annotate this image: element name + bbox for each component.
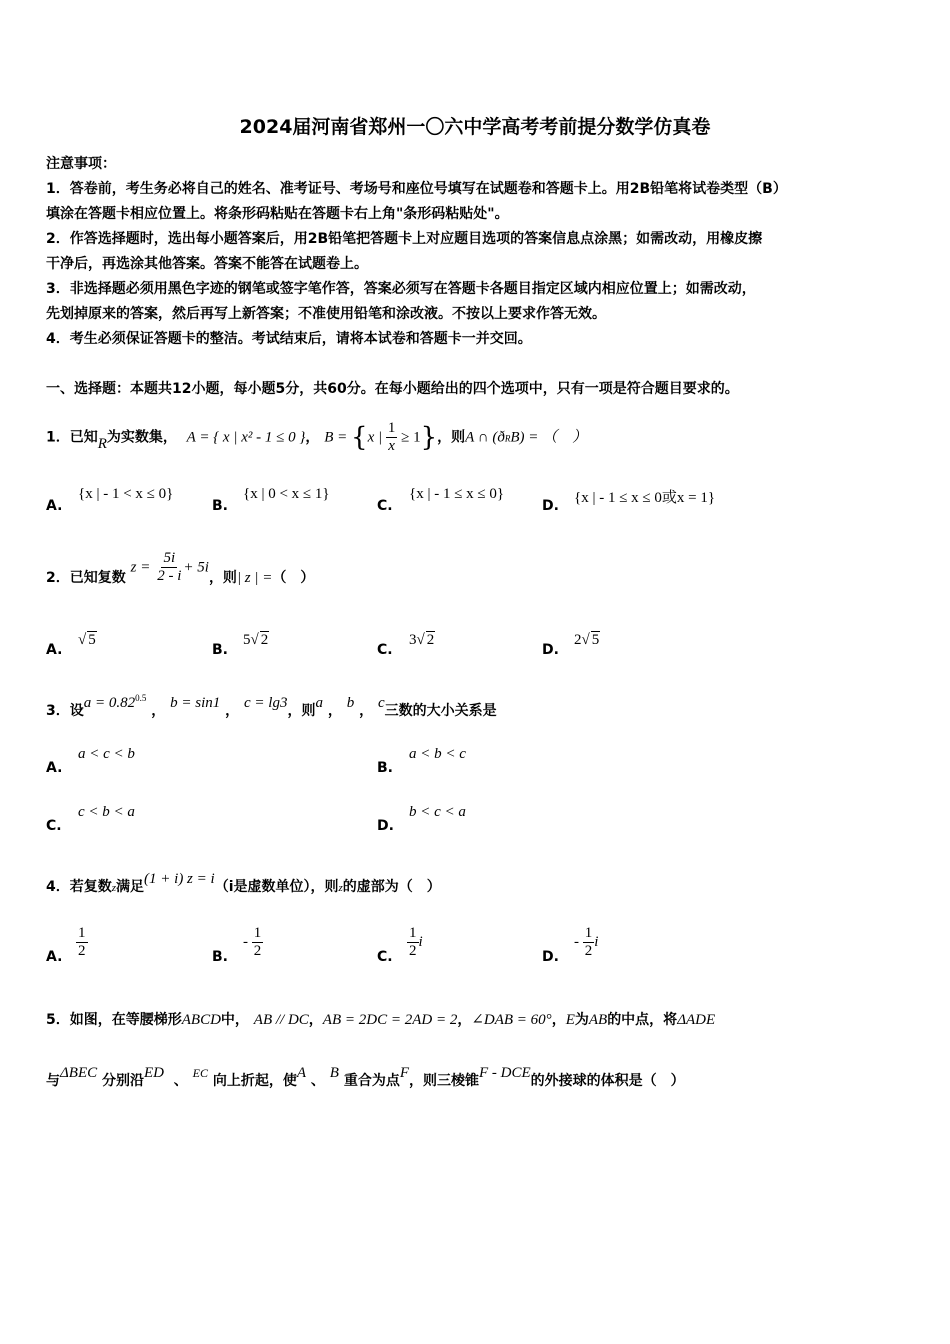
question-5-line-1: 5．如图，在等腰梯形ABCD中， AB // DC，AB = 2DC = 2AD = 2，∠DAB = 60°，E为AB的中点，将ΔADE	[46, 1012, 716, 1028]
notice-line-2: 填涂在答题卡相应位置上。将条形码粘贴在答题卡右上角"条形码粘贴处"。	[46, 206, 509, 222]
q2-option-d-label[interactable]: D.	[542, 642, 559, 658]
q5-with: 与	[46, 1073, 60, 1089]
q1-option-b-label[interactable]: B.	[212, 498, 228, 514]
q5-parallel: AB // DC	[253, 1012, 309, 1028]
q3-va: a	[315, 695, 323, 711]
q1-expr: A ∩ (ð	[465, 429, 505, 446]
notice-line-5: 3．非选择题必须用黑色字迹的钢笔或签字笔作答，答案必须写在答题卡各题目指定区域内相应位置上；如需改动，	[46, 281, 756, 297]
q4-tail: 的虚部为（ ）	[342, 879, 441, 895]
q5-ed: ED	[144, 1065, 165, 1081]
q5-ec: EC	[192, 1066, 208, 1080]
notice-line-4: 干净后，再选涂其他答案。答案不能答在试题卷上。	[46, 256, 368, 272]
q4-option-d-label[interactable]: D.	[542, 949, 559, 965]
q4-option-c-label[interactable]: C.	[377, 949, 393, 965]
q5-abcd: ABCD	[181, 1012, 221, 1028]
q1-option-c-label[interactable]: C.	[377, 498, 393, 514]
q4-mid: 满足	[116, 879, 145, 895]
q4-option-d[interactable]: - $\frac{1}{2}$ i	[574, 925, 599, 959]
q2-option-a[interactable]: √ 5	[78, 632, 96, 648]
notice-line-7: 4．考生必须保证答题卡的整洁。考试结束后，请将本试卷和答题卡一并交回。	[46, 331, 532, 347]
question-1: 1．已知R为实数集， A = { x | x² - 1 ≤ 0 }， B = {x | $\frac{1}{x}$ ≥ 1}，则A ∩ (ðRB) = （ ）	[46, 420, 588, 454]
q5-fdce: F - DCE	[479, 1065, 531, 1081]
q1-option-d[interactable]: {x | - 1 ≤ x ≤ 0或x = 1}	[574, 490, 716, 506]
q3-option-b[interactable]: a < b < c	[409, 746, 466, 762]
q3-option-d-label[interactable]: D.	[377, 818, 394, 834]
q2-tail: （ ）	[272, 569, 315, 586]
question-2	[46, 550, 314, 585]
q3-option-c[interactable]: c < b < a	[78, 804, 135, 820]
q5-angle: ∠DAB = 60°	[471, 1012, 552, 1028]
q5-ab: AB	[588, 1012, 608, 1028]
q5-equalities: AB = 2DC = 2AD = 2	[322, 1012, 458, 1028]
q1-option-d-label[interactable]: D.	[542, 498, 559, 514]
q1-sub-r: R	[504, 433, 511, 444]
q4-option-a-label[interactable]: A.	[46, 949, 63, 965]
q2-option-d[interactable]: 2√ 5	[574, 632, 600, 648]
q5-fold: 向上折起，使	[212, 1073, 297, 1089]
notice-line-6: 先划掉原来的答案，然后再写上新答案；不准使用铅笔和涂改液。不按以上要求作答无效。	[46, 306, 606, 322]
q5-bec: ΔBEC	[60, 1065, 98, 1081]
q1-option-b[interactable]: {x | 0 < x ≤ 1}	[243, 486, 330, 502]
q1-expr2: B) = （ ）	[510, 429, 588, 446]
q5-in: 中，	[220, 1012, 249, 1028]
q1-b-post: ≥ 1	[397, 429, 421, 446]
q3-then: ，则	[287, 703, 316, 719]
q3-c: c = lg3	[244, 695, 288, 711]
q3-lead: 3．设	[46, 703, 84, 719]
q3-tail: 三数的大小关系是	[384, 703, 497, 719]
q4-option-c[interactable]: $\frac{1}{2}$ i	[409, 925, 423, 959]
q3-a: a = 0.82	[83, 695, 136, 711]
q2-lead: 2．已知复数	[46, 569, 126, 586]
q4-z2: z	[338, 882, 343, 894]
q3-a-exp: 0.5	[135, 693, 147, 703]
q3-b: b = sin1	[170, 695, 221, 711]
q4-option-b[interactable]: - $\frac{1}{2}$	[243, 925, 262, 959]
q4-lead: 4．若复数	[46, 879, 112, 895]
q5-f: F	[399, 1065, 409, 1081]
question-3: 3．设$a = 0.82^{0.5}$ ， b = sin1 ， c = lg3，则a ， b ， c三数的大小关系是	[46, 693, 497, 719]
q1-option-a[interactable]: {x | - 1 < x ≤ 0}	[78, 486, 174, 502]
q3-option-c-label[interactable]: C.	[46, 818, 62, 834]
q5-lead: 5．如图，在等腰梯形	[46, 1012, 182, 1028]
notice-line-1: 1．答卷前，考生务必将自己的姓名、准考证号、考场号和座位号填写在试题卷和答题卡上。用2B铅笔将试卷类型（B）	[46, 181, 787, 197]
q4-eq: (1 + i) z = i	[144, 871, 215, 887]
question-5-line-2: 与ΔBEC 分别沿ED 、 EC 向上折起，使A 、 B 重合为点F，则三棱锥F - DCE的外接球的体积是（ ）	[46, 1065, 685, 1089]
q1-b-pre: x |	[367, 429, 386, 446]
q2-option-b-label[interactable]: B.	[212, 642, 228, 658]
q2-option-b[interactable]: 5√ 2	[243, 632, 269, 648]
q1-set-a: A = { x | x² - 1 ≤ 0 }	[186, 429, 306, 446]
q2-z-eq: z =	[130, 559, 151, 576]
q5-e: E	[565, 1012, 575, 1028]
q1-comma: ，	[305, 429, 320, 446]
q2-then: ，则	[208, 569, 237, 586]
q2-option-c[interactable]: 3√ 2	[409, 632, 435, 648]
q5-ade: ΔADE	[677, 1012, 716, 1028]
q5-tail: 的外接球的体积是（ ）	[530, 1073, 685, 1089]
notice-line-3: 2．作答选择题时，选出每小题答案后，用2B铅笔把答题卡上对应题目选项的答案信息点涂黑；如需改动，用橡皮擦	[46, 231, 763, 247]
q2-fraction: $\frac{5i}{2 - i}$	[157, 550, 182, 584]
notice-heading: 注意事项：	[46, 156, 116, 172]
q5-mid2: 的中点，将	[607, 1012, 678, 1028]
q3-option-a-label[interactable]: A.	[46, 760, 63, 776]
q4-paren: （i是虚数单位），则	[214, 879, 339, 895]
q5-then: ，则三棱锥	[409, 1073, 479, 1089]
q2-plus: + 5i	[183, 559, 209, 576]
q4-option-b-label[interactable]: B.	[212, 949, 228, 965]
q3-vc: c	[377, 695, 385, 711]
page-title: 2024届河南省郑州一〇六中学高考考前提分数学仿真卷	[239, 116, 711, 138]
q1-then: ，则	[437, 429, 466, 446]
q1-fraction: $\frac{1}{x}$	[387, 420, 396, 454]
q3-vb: b	[346, 695, 355, 711]
q2-option-c-label[interactable]: C.	[377, 642, 393, 658]
question-4	[46, 871, 441, 896]
q5-b: B	[329, 1065, 339, 1081]
q1-b-left: B =	[324, 429, 352, 446]
section-heading: 一、选择题：本题共12小题，每小题5分，共60分。在每小题给出的四个选项中，只有一项是符合题目要求的。	[46, 381, 739, 397]
q1-mid: 为实数集，	[106, 429, 177, 446]
q4-option-a[interactable]: $\frac{1}{2}$	[78, 925, 86, 959]
q1-option-c[interactable]: {x | - 1 ≤ x ≤ 0}	[409, 486, 505, 502]
q2-option-a-label[interactable]: A.	[46, 642, 63, 658]
q3-option-d[interactable]: b < c < a	[409, 804, 466, 820]
q2-abs: | z | =	[236, 569, 273, 586]
q3-option-b-label[interactable]: B.	[377, 760, 393, 776]
q1-lead: 1．已知	[46, 429, 98, 446]
q4-z: z	[111, 882, 117, 894]
q1-r: R	[97, 435, 107, 452]
q5-dun: 、	[173, 1073, 188, 1089]
q5-a: A	[296, 1065, 307, 1081]
q3-option-a[interactable]: a < c < b	[78, 746, 135, 762]
q5-coin: 重合为点	[343, 1073, 400, 1089]
q1-option-a-label[interactable]: A.	[46, 498, 63, 514]
q5-mid: 为	[574, 1012, 589, 1028]
q5-along: 分别沿	[102, 1073, 145, 1089]
